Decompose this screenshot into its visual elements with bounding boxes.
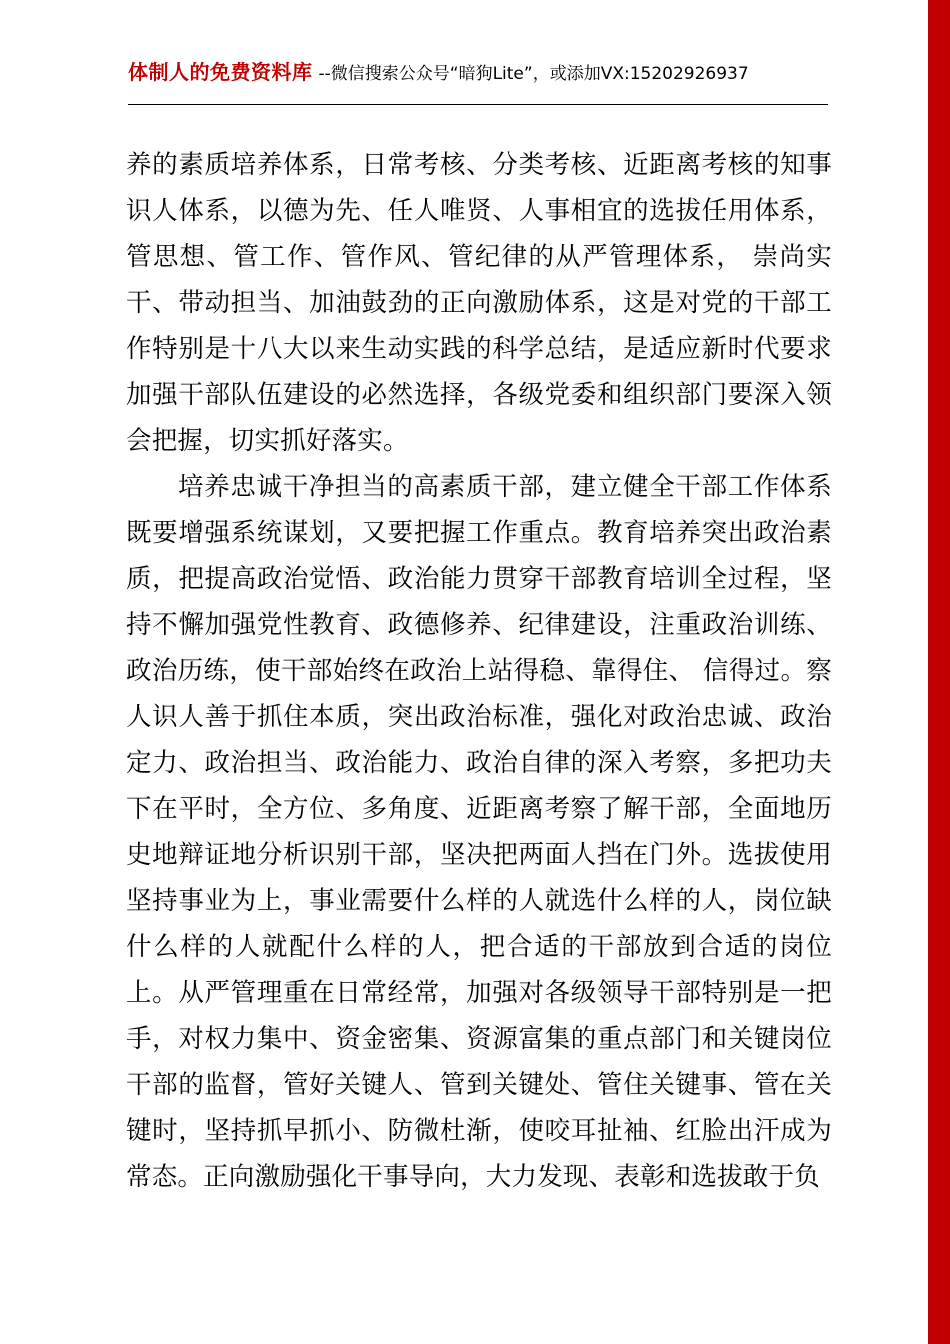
paragraph-1: 养的素质培养体系，日常考核、分类考核、近距离考核的知事识人体系，以德为先、任人唯贤、人事相宜的选拔任用体系，管思想、管工作、管作风、管纪律的从严管理体系， 崇尚实干、带动担当、加油鼓劲的正向激励体系，这是对党的干部工作特别是十八大以来生动实践的科学总结，是适应新时代要求加强干部队伍建设的必然选择，各级党委和组织部门要深入领会把握，切实抓好落实。 <box>126 150 832 456</box>
document-body <box>126 142 832 1200</box>
page-accent-bar <box>928 0 950 1344</box>
header-brand: 体制人的免费资料库 <box>128 60 313 84</box>
header-divider <box>128 104 828 105</box>
page-header <box>128 56 828 102</box>
header-line <box>128 56 828 85</box>
header-contact-text: --微信搜索公众号“暗狗Lite”，或添加VX:15202926937 <box>318 64 749 84</box>
paragraph-2: 培养忠诚干净担当的高素质干部，建立健全干部工作体系既要增强系统谋划，又要把握工作重点。教育培养突出政治素质，把提高政治觉悟、政治能力贯穿干部教育培训全过程，坚持不懈加强党性教育、政德修养、纪律建设，注重政治训练、政治历练，使干部始终在政治上站得稳、靠得住、 信得过。察人识人善于抓住本质，突出政治标准，强化对政治忠诚、政治定力、政治担当、政治能力、政治自律的深入考察，多把功夫下在平时，全方位、多角度、近距离考察了解干部，全面地历史地辩证地分析识别干部，坚决把两面人挡在门外。选拔使用坚持事业为上，事业需要什么样的人就选什么样的人，岗位缺什么样的人就配什么样的人，把合适的干部放到合适的岗位上。从严管理重在日常经常，加强对各级领导干部特别是一把手，对权力集中、资金密集、资源富集的重点部门和关键岗位干部的监督，管好关键人、管到关键处、管住关键事、管在关键时，坚持抓早抓小、防微杜渐，使咬耳扯袖、红脸出汗成为常态。正向激励强化干事导向，大力发现、表彰和选拔敢于负 <box>126 472 832 1192</box>
